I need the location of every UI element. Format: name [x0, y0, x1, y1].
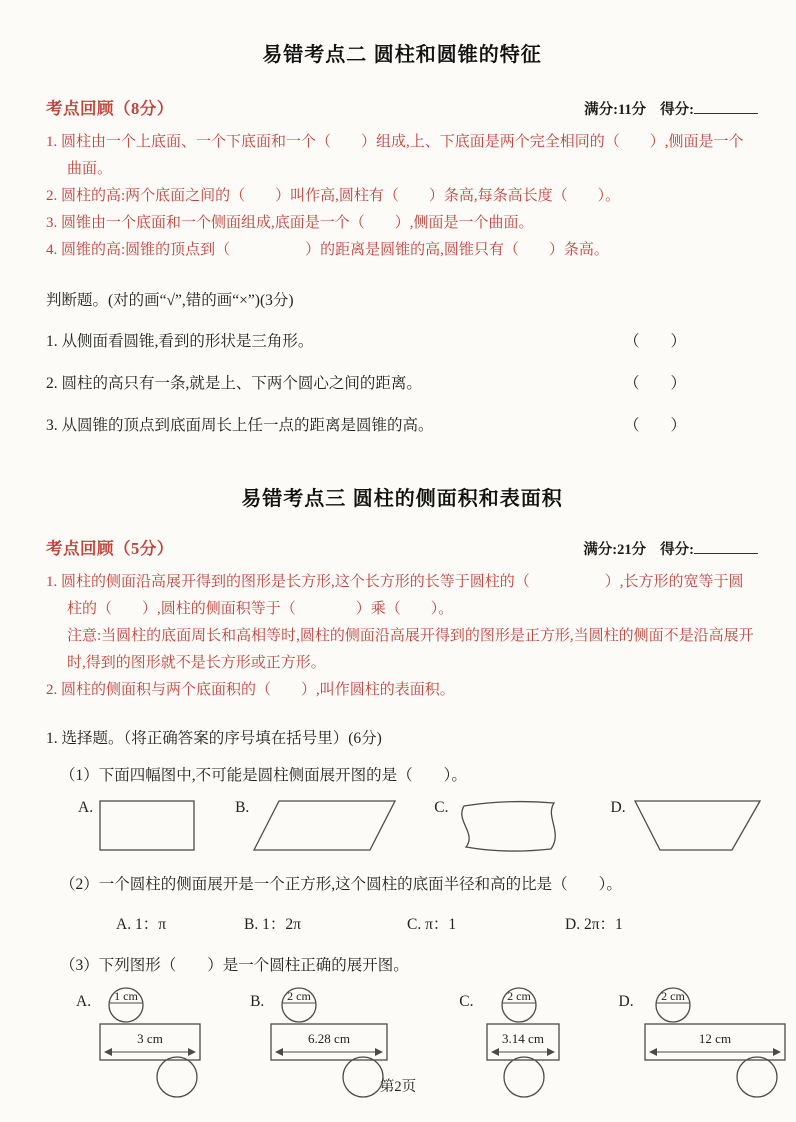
q2-option-d: D. 2π：1 — [565, 916, 623, 933]
review-note: 注意:当圆柱的底面周长和高相等时,圆柱的侧面沿高展开得到的图形是正方形,当圆柱的侧面不是沿高展开时,得到的图形就不是长方形或正方形。 — [67, 628, 754, 671]
rectangle-figure — [97, 797, 199, 855]
judge-item — [46, 415, 758, 436]
option-letter: D. — [610, 799, 626, 816]
topic2-review-heading: 考点回顾（8分） — [46, 99, 174, 118]
choice-q1-text: （1）下面四幅图中,不可能是圆柱侧面展开图的是（ ）。 — [60, 767, 467, 784]
topic2-score-label: 得分: — [660, 98, 758, 119]
review-item: 2. 圆柱的侧面积与两个底面积的（ ）,叫作圆柱的表面积。 — [46, 682, 455, 698]
choice-intro: 1. 选择题。（将正确答案的序号填在括号里）(6分) — [46, 730, 382, 747]
topic3-review-items — [46, 569, 758, 704]
svg-text:6.28 cm: 6.28 cm — [308, 1031, 351, 1046]
option-letter: A. — [78, 799, 94, 816]
review-item: 2. 圆柱的高:两个底面之间的（ ）叫作高,圆柱有（ ）条高,每条高长度（ ）。 — [46, 188, 621, 204]
topic2-score-line — [584, 98, 758, 119]
answer-bracket: （ ） — [623, 417, 686, 434]
choice-q2-text: （2）一个圆柱的侧面展开是一个正方形,这个圆柱的底面半径和高的比是（ ）。 — [60, 876, 622, 893]
judge-intro: 判断题。(对的画“√”,错的画“×”)(3分) — [46, 292, 294, 309]
option-letter: C. — [459, 993, 474, 1010]
q1-shape-options — [46, 797, 758, 855]
shape-option-b — [235, 797, 398, 855]
svg-text:12 cm: 12 cm — [698, 1031, 731, 1046]
topic2-review-items — [46, 129, 758, 264]
topic3-review-header — [46, 535, 758, 559]
topic2-score-blank-line — [694, 99, 758, 114]
svg-text:3.14 cm: 3.14 cm — [501, 1031, 544, 1046]
q2-option-b: B. 1：2π — [244, 916, 301, 933]
topic2-review-header — [46, 95, 758, 119]
parallelogram-figure — [253, 797, 398, 855]
topic2-title: 易错考点二 圆柱和圆锥的特征 — [262, 44, 542, 66]
svg-text:2 cm: 2 cm — [506, 989, 531, 1003]
topic3-full-score: 满分:21分 — [583, 542, 647, 558]
review-item: 3. 圆锥由一个底面和一个侧面组成,底面是一个（ ）,侧面是一个曲面。 — [46, 215, 534, 231]
svg-text:2 cm: 2 cm — [287, 989, 312, 1003]
q2-options — [46, 912, 758, 934]
topic3-review-heading: 考点回顾（5分） — [46, 539, 174, 558]
topic3-score-line — [583, 538, 758, 559]
svg-text:3 cm: 3 cm — [137, 1031, 163, 1046]
shape-option-a — [78, 797, 199, 855]
judge-item — [46, 373, 758, 394]
judge-item — [46, 331, 758, 352]
option-letter: C. — [434, 799, 449, 816]
page-footer: 第2页 — [379, 1079, 417, 1095]
wavy-quadrilateral-figure — [453, 797, 575, 855]
topic3-title: 易错考点三 圆柱的侧面积和表面积 — [241, 488, 563, 510]
option-letter: B. — [235, 799, 250, 816]
review-item: 1. 圆柱的侧面沿高展开得到的图形是长方形,这个长方形的长等于圆柱的（ ）,长方形的宽等于圆柱的（ ）,圆柱的侧面积等于（ ）乘（ ）。 — [46, 574, 744, 617]
review-item: 4. 圆锥的高:圆锥的顶点到（ ）的距离是圆锥的高,圆锥只有（ ）条高。 — [46, 242, 609, 258]
svg-text:1 cm: 1 cm — [114, 989, 138, 1003]
answer-bracket: （ ） — [623, 375, 686, 392]
q2-option-c: C. π：1 — [407, 916, 457, 933]
choice-q3-text: （3）下列图形（ ）是一个圆柱正确的展开图。 — [60, 957, 409, 974]
review-item: 1. 圆柱由一个上底面、一个下底面和一个（ ）组成,上、下底面是两个完全相同的（ ）,侧面是一个曲面。 — [46, 134, 744, 177]
shape-option-c — [434, 797, 574, 855]
judge-item-text: 3. 从圆锥的顶点到底面周长上任一点的距离是圆锥的高。 — [46, 417, 434, 434]
svg-text:2 cm: 2 cm — [660, 989, 685, 1003]
q2-option-a: A. 1：π — [116, 916, 167, 933]
topic3-score-blank-line — [694, 539, 758, 554]
option-letter: B. — [250, 993, 265, 1010]
answer-bracket: （ ） — [623, 333, 686, 350]
judge-item-text: 2. 圆柱的高只有一条,就是上、下两个圆心之间的距离。 — [46, 375, 422, 392]
topic3-score-label: 得分: — [660, 538, 758, 559]
option-letter: D. — [618, 993, 634, 1010]
topic2-full-score: 满分:11分 — [584, 102, 647, 118]
judge-item-text: 1. 从侧面看圆锥,看到的形状是三角形。 — [46, 333, 314, 350]
option-letter: A. — [76, 993, 92, 1010]
shape-option-d — [611, 797, 765, 855]
trapezoid-figure — [630, 797, 765, 855]
